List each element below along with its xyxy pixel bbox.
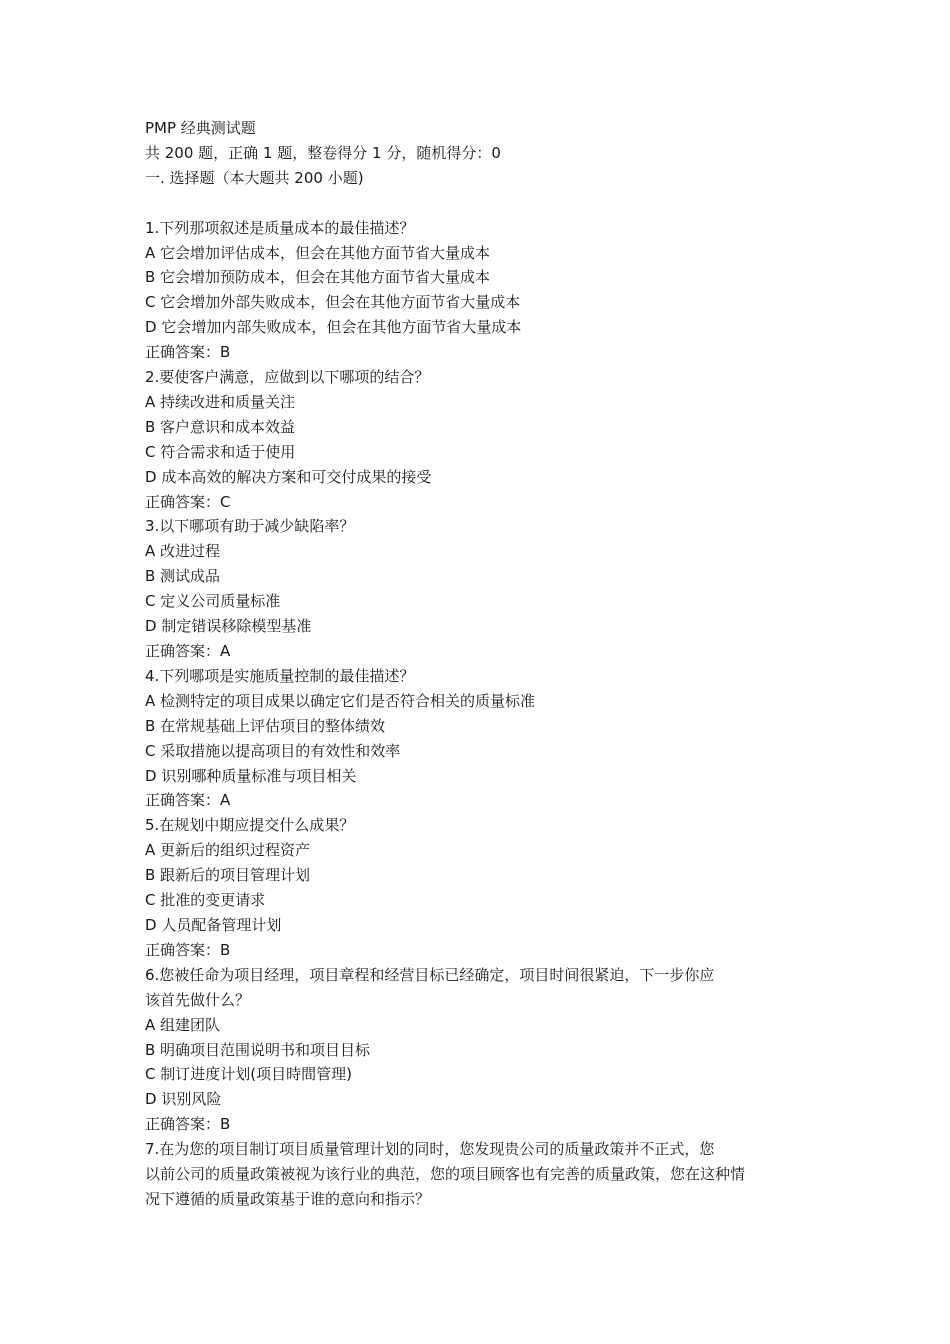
option-d: D 成本高效的解决方案和可交付成果的接受 [145, 467, 432, 486]
option-d: D 人员配备管理计划 [145, 915, 282, 934]
option-b: B 客户意识和成本效益 [145, 417, 296, 436]
option-b: B 明确项目范围说明书和项目目标 [145, 1040, 371, 1059]
question-stem: 1.下列那项叙述是质量成本的最佳描述？ [145, 218, 415, 237]
option-c: C 定义公司质量标准 [145, 592, 281, 611]
question-6 [145, 963, 825, 1137]
question-stem-continued: 该首先做什么？ [145, 990, 251, 1009]
option-d: D 制定错误移除模型基准 [145, 617, 312, 636]
question-stem-continued: 况下遵循的质量政策基于谁的意向和指示？ [145, 1189, 431, 1208]
option-b: B 测试成品 [145, 567, 221, 586]
document-page [145, 116, 825, 1212]
option-a: A 持续改进和质量关注 [145, 392, 296, 411]
option-a: A 它会增加评估成本，但会在其他方面节省大量成本 [145, 243, 491, 262]
question-5 [145, 813, 825, 962]
correct-answer: 正确答案：C [145, 492, 231, 511]
correct-answer: 正确答案：A [145, 642, 231, 661]
option-a: A 组建团队 [145, 1015, 221, 1034]
correct-answer: 正确答案：A [145, 791, 231, 810]
question-stem: 3.以下哪项有助于减少缺陷率？ [145, 517, 355, 536]
option-d: D 识别哪种质量标准与项目相关 [145, 766, 357, 785]
option-d: D 识别风险 [145, 1090, 222, 1109]
option-a: A 检测特定的项目成果以确定它们是否符合相关的质量标准 [145, 691, 536, 710]
section-heading: 一. 选择题（本大题共 200 小题) [145, 168, 364, 187]
score-summary: 共 200 题，正确 1 题，整卷得分 1 分，随机得分：0 [145, 143, 501, 162]
question-7 [145, 1137, 825, 1212]
question-3 [145, 514, 825, 663]
option-a: A 更新后的组织过程资产 [145, 841, 311, 860]
question-stem: 5.在规划中期应提交什么成果？ [145, 816, 355, 835]
option-a: A 改进过程 [145, 542, 221, 561]
correct-answer: 正确答案：B [145, 940, 231, 959]
correct-answer: 正确答案：B [145, 1115, 231, 1134]
correct-answer: 正确答案：B [145, 343, 231, 362]
question-stem: 6.您被任命为项目经理，项目章程和经营目标已经确定，项目时间很紧迫，下一步你应 [145, 965, 715, 984]
option-b: B 它会增加预防成本，但会在其他方面节省大量成本 [145, 268, 491, 287]
question-1 [145, 216, 825, 365]
option-c: C 符合需求和适于使用 [145, 442, 296, 461]
option-c: C 批准的变更请求 [145, 891, 266, 910]
option-d: D 它会增加内部失败成本，但会在其他方面节省大量成本 [145, 318, 522, 337]
option-c: C 采取措施以提高项目的有效性和效率 [145, 741, 401, 760]
option-b: B 在常规基础上评估项目的整体绩效 [145, 716, 386, 735]
question-stem: 2.要使客户满意，应做到以下哪项的结合？ [145, 368, 430, 387]
question-stem-continued: 以前公司的质量政策被视为该行业的典范，您的项目顾客也有完善的质量政策，您在这种情 [145, 1165, 746, 1184]
question-4 [145, 664, 825, 813]
option-b: B 跟新后的项目管理计划 [145, 866, 311, 885]
question-2 [145, 365, 825, 514]
question-stem: 7.在为您的项目制订项目质量管理计划的同时，您发现贵公司的质量政策并不正式，您 [145, 1140, 715, 1159]
option-c: C 制订进度计划(项目時間管理) [145, 1065, 352, 1084]
spacer [145, 191, 825, 216]
option-c: C 它会增加外部失败成本，但会在其他方面节省大量成本 [145, 293, 521, 312]
question-stem: 4.下列哪项是实施质量控制的最佳描述？ [145, 666, 415, 685]
document-title: PMP 经典测试题 [145, 119, 256, 137]
